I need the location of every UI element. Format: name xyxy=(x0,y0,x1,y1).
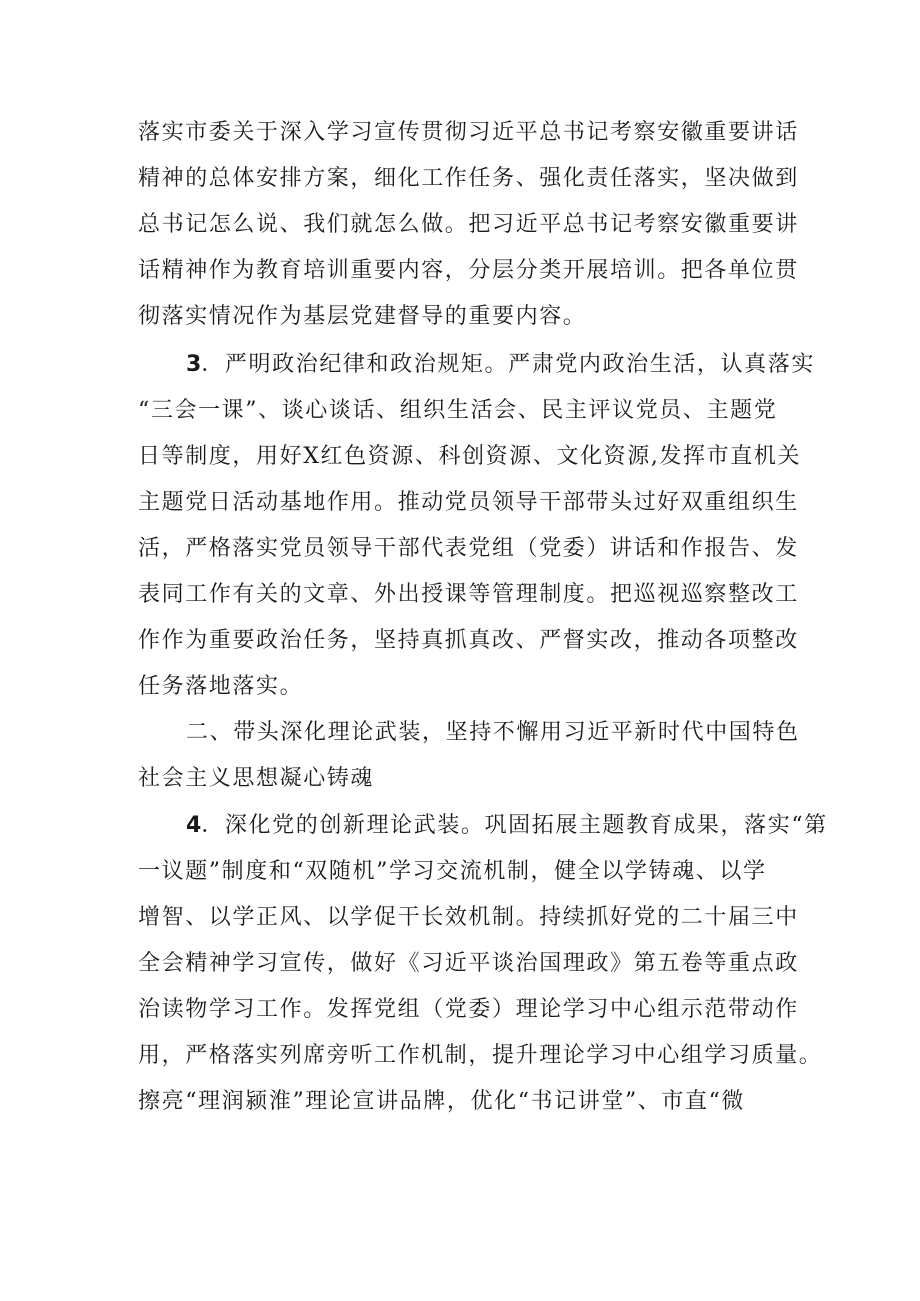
text-line: 活，严格落实党员领导干部代表党组（党委）讲话和作报告、发 xyxy=(138,536,799,561)
text-line: 用，严格落实列席旁听工作机制，提升理论学习中心组学习质量。 xyxy=(138,1043,823,1068)
text-line: 一议题”制度和“双随机”学习交流机制，健全以学铸魂、以学 xyxy=(138,859,767,884)
text-line: 彻落实情况作为基层党建督导的重要内容。 xyxy=(138,304,587,329)
text-line: 日等制度，用好X红色资源、科创资源、文化资源,发挥市直机关 xyxy=(138,444,802,469)
text-line: 总书记怎么说、我们就怎么做。把习近平总书记考察安徽重要讲 xyxy=(138,212,799,237)
text-line: 主题党日活动基地作用。推动党员领导干部带头过好双重组织生 xyxy=(138,490,799,515)
paragraph-3-first-line xyxy=(186,345,815,385)
paragraph-4-first-line xyxy=(186,806,828,846)
text-line: 治读物学习工作。发挥党组（党委）理论学习中心组示范带动作 xyxy=(138,997,799,1022)
text-line: 精神的总体安排方案，细化工作任务、强化责任落实，坚决做到 xyxy=(138,166,799,191)
text-line: 表同工作有关的文章、外出授课等管理制度。把巡视巡察整改工 xyxy=(138,582,799,607)
text-line: “三会一课”、谈心谈话、组织生活会、民主评议党员、主题党 xyxy=(138,398,778,423)
text-line: 增智、以学正风、以学促干长效机制。持续抓好党的二十届三中 xyxy=(138,905,799,930)
text-line: 话精神作为教育培训重要内容，分层分类开展培训。把各单位贯 xyxy=(138,258,799,283)
text-line: 擦亮“理润颍淮”理论宣讲品牌，优化“书记讲堂”、市直“微 xyxy=(138,1089,746,1114)
text-line: 落实市委关于深入学习宣传贯彻习近平总书记考察安徽重要讲话 xyxy=(138,120,799,145)
text-line: 任务落地落实。 xyxy=(138,674,304,699)
text-line: ．严明政治纪律和政治规矩。严肃党内政治生活，认真落实 xyxy=(201,352,815,377)
section-heading-continuation: 社会主义思想凝心铸魂 xyxy=(138,766,375,791)
text-line: 全会精神学习宣传，做好《习近平谈治国理政》第五卷等重点政 xyxy=(138,951,799,976)
text-line: ．深化党的创新理论武装。巩固拓展主题教育成果，落实“第 xyxy=(201,813,828,838)
text-line: 作作为重要政治任务，坚持真抓真改、严督实改，推动各项整改 xyxy=(138,628,799,653)
item-number-4: 4 xyxy=(186,813,202,838)
item-number-3: 3 xyxy=(186,352,202,377)
section-heading: 二、带头深化理论武装，坚持不懈用习近平新时代中国特色 xyxy=(186,720,800,745)
